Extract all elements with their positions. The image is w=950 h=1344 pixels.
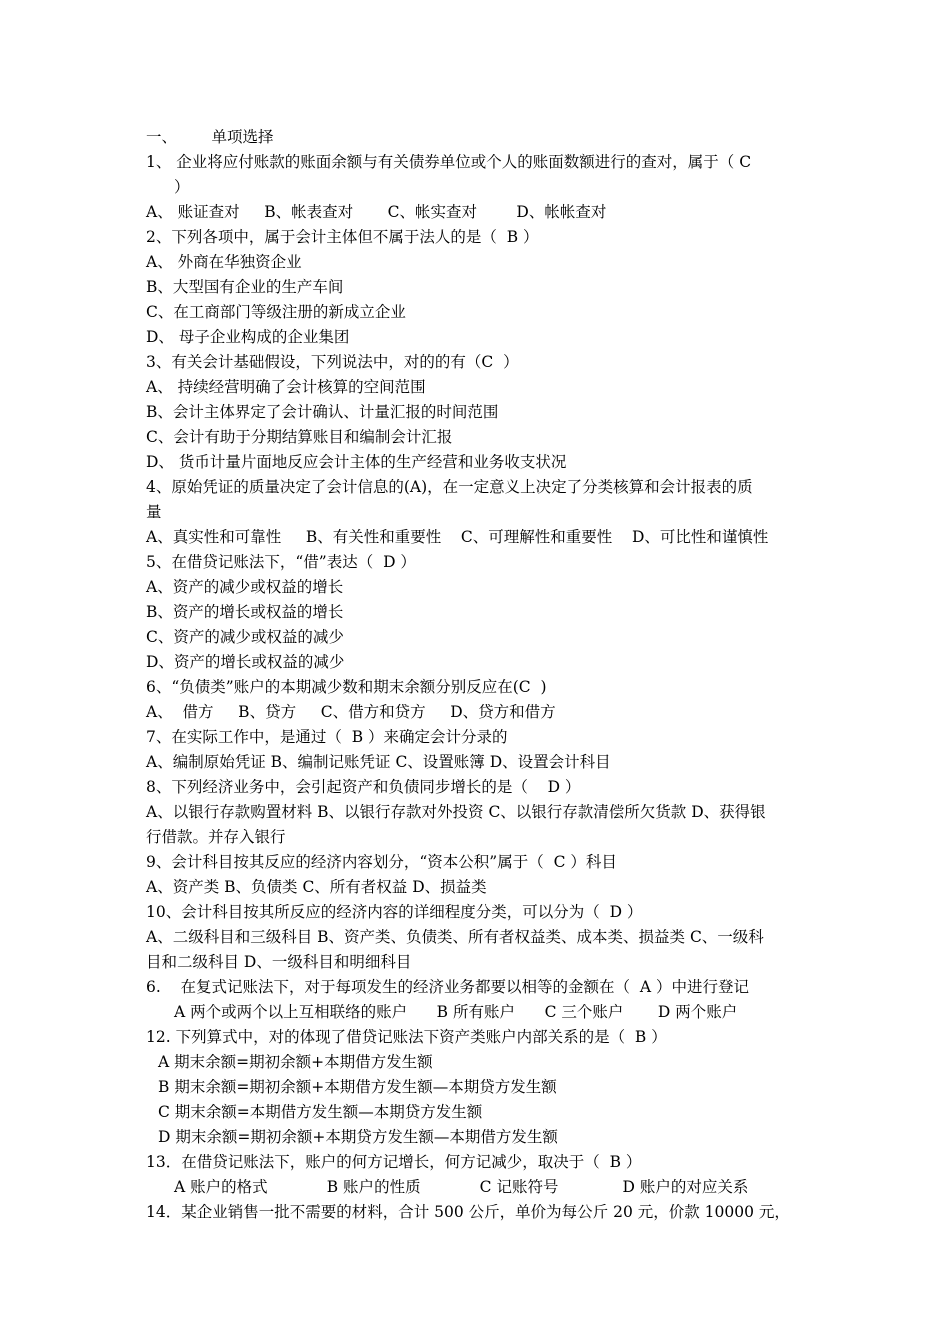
question-5: 5、在借贷记账法下，“借”表达（ D ） <box>146 553 416 571</box>
question-1-cont: ） <box>174 178 190 196</box>
question-13: 13．在借贷记账法下，账户的何方记增长，何方记减少，取决于（ B ） <box>146 1153 642 1171</box>
question-8-options-cont: 行借款。并存入银行 <box>146 828 286 846</box>
question-2-option-d: D、 母子企业构成的企业集团 <box>146 328 350 346</box>
question-4-options: A、真实性和可靠性 B、有关性和重要性 C、可理解性和重要性 D、可比性和谨慎性 <box>146 528 769 546</box>
question-8-options: A、以银行存款购置材料 B、以银行存款对外投资 C、以银行存款清偿所欠货款 D、获得银 <box>146 803 766 821</box>
question-9: 9、会计科目按其反应的经济内容划分，“资本公积”属于（ C ）科目 <box>146 853 617 871</box>
question-12: 12. 下列算式中，对的体现了借贷记账法下资产类账户内部关系的是（ B ） <box>146 1028 667 1046</box>
question-10-options-cont: 目和二级科目 D、一级科目和明细科目 <box>146 953 412 971</box>
question-7-options: A、编制原始凭证 B、编制记账凭证 C、设置账簿 D、设置会计科目 <box>146 753 611 771</box>
question-2-option-c: C、在工商部门等级注册的新成立企业 <box>146 303 406 321</box>
question-3-option-a: A、 持续经营明确了会计核算的空间范围 <box>146 378 426 396</box>
question-1-options: A、 账证查对 B、帐表查对 C、帐实查对 D、帐帐查对 <box>146 203 607 221</box>
question-10: 10、会计科目按其所反应的经济内容的详细程度分类，可以分为（ D ） <box>146 903 643 921</box>
question-12-option-d: D 期末余额=期初余额+本期贷方发生额—本期借方发生额 <box>158 1128 558 1146</box>
question-1: 1、 企业将应付账款的账面余额与有关债券单位或个人的账面数额进行的查对，属于（ C <box>146 153 752 171</box>
question-4: 4、原始凭证的质量决定了会计信息的(A)，在一定意义上决定了分类核算和会计报表的质 <box>146 478 753 496</box>
question-3-option-b: B、会计主体界定了会计确认、计量汇报的时间范围 <box>146 403 499 421</box>
question-2-option-a: A、 外商在华独资企业 <box>146 253 302 271</box>
question-12-option-c: C 期末余额=本期借方发生额—本期贷方发生额 <box>158 1103 483 1121</box>
question-3-option-d: D、 货币计量片面地反应会计主体的生产经营和业务收支状况 <box>146 453 567 471</box>
question-4-cont: 量 <box>146 503 162 521</box>
question-5-option-d: D、资产的增长或权益的减少 <box>146 653 345 671</box>
question-2-option-b: B、大型国有企业的生产车间 <box>146 278 344 296</box>
question-7: 7、在实际工作中，是通过（ B ）来确定会计分录的 <box>146 728 508 746</box>
question-8: 8、下列经济业务中，会引起资产和负债同步增长的是（ D ） <box>146 778 581 796</box>
question-3-option-c: C、会计有助于分期结算账目和编制会计汇报 <box>146 428 453 446</box>
question-12-option-a: A 期末余额=期初余额+本期借方发生额 <box>158 1053 433 1071</box>
question-13-options: A 账户的格式 B 账户的性质 C 记账符号 D 账户的对应关系 <box>174 1178 749 1196</box>
question-5-option-c: C、资产的减少或权益的减少 <box>146 628 344 646</box>
section-heading: 一、 单项选择 <box>146 128 274 146</box>
question-6-options: A、 借方 B、贷方 C、借方和贷方 D、贷方和借方 <box>146 703 556 721</box>
question-6: 6、“负债类”账户的本期减少数和期末余额分别反应在(C ) <box>146 678 547 696</box>
question-10-options: A、二级科目和三级科目 B、资产类、负债类、所有者权益类、成本类、损益类 C、一级科 <box>146 928 764 946</box>
question-9-options: A、资产类 B、负债类 C、所有者权益 D、损益类 <box>146 878 487 896</box>
question-12-option-b: B 期末余额=期初余额+本期借方发生额—本期贷方发生额 <box>158 1078 557 1096</box>
question-14: 14．某企业销售一批不需要的材料，合计 500 公斤，单价为每公斤 20 元，价款 10000 元， <box>146 1203 790 1221</box>
question-5-option-b: B、资产的增长或权益的增长 <box>146 603 344 621</box>
question-2: 2、下列各项中，属于会计主体但不属于法人的是（ B ） <box>146 228 539 246</box>
question-3: 3、有关会计基础假设，下列说法中，对的的有（C ） <box>146 353 519 371</box>
question-5-option-a: A、资产的减少或权益的增长 <box>146 578 344 596</box>
question-11: 6. 在复式记账法下，对于每项发生的经济业务都要以相等的金额在（ A ）中进行登记 <box>146 978 749 996</box>
question-11-options: A 两个或两个以上互相联络的账户 B 所有账户 C 三个账户 D 两个账户 <box>174 1003 738 1021</box>
